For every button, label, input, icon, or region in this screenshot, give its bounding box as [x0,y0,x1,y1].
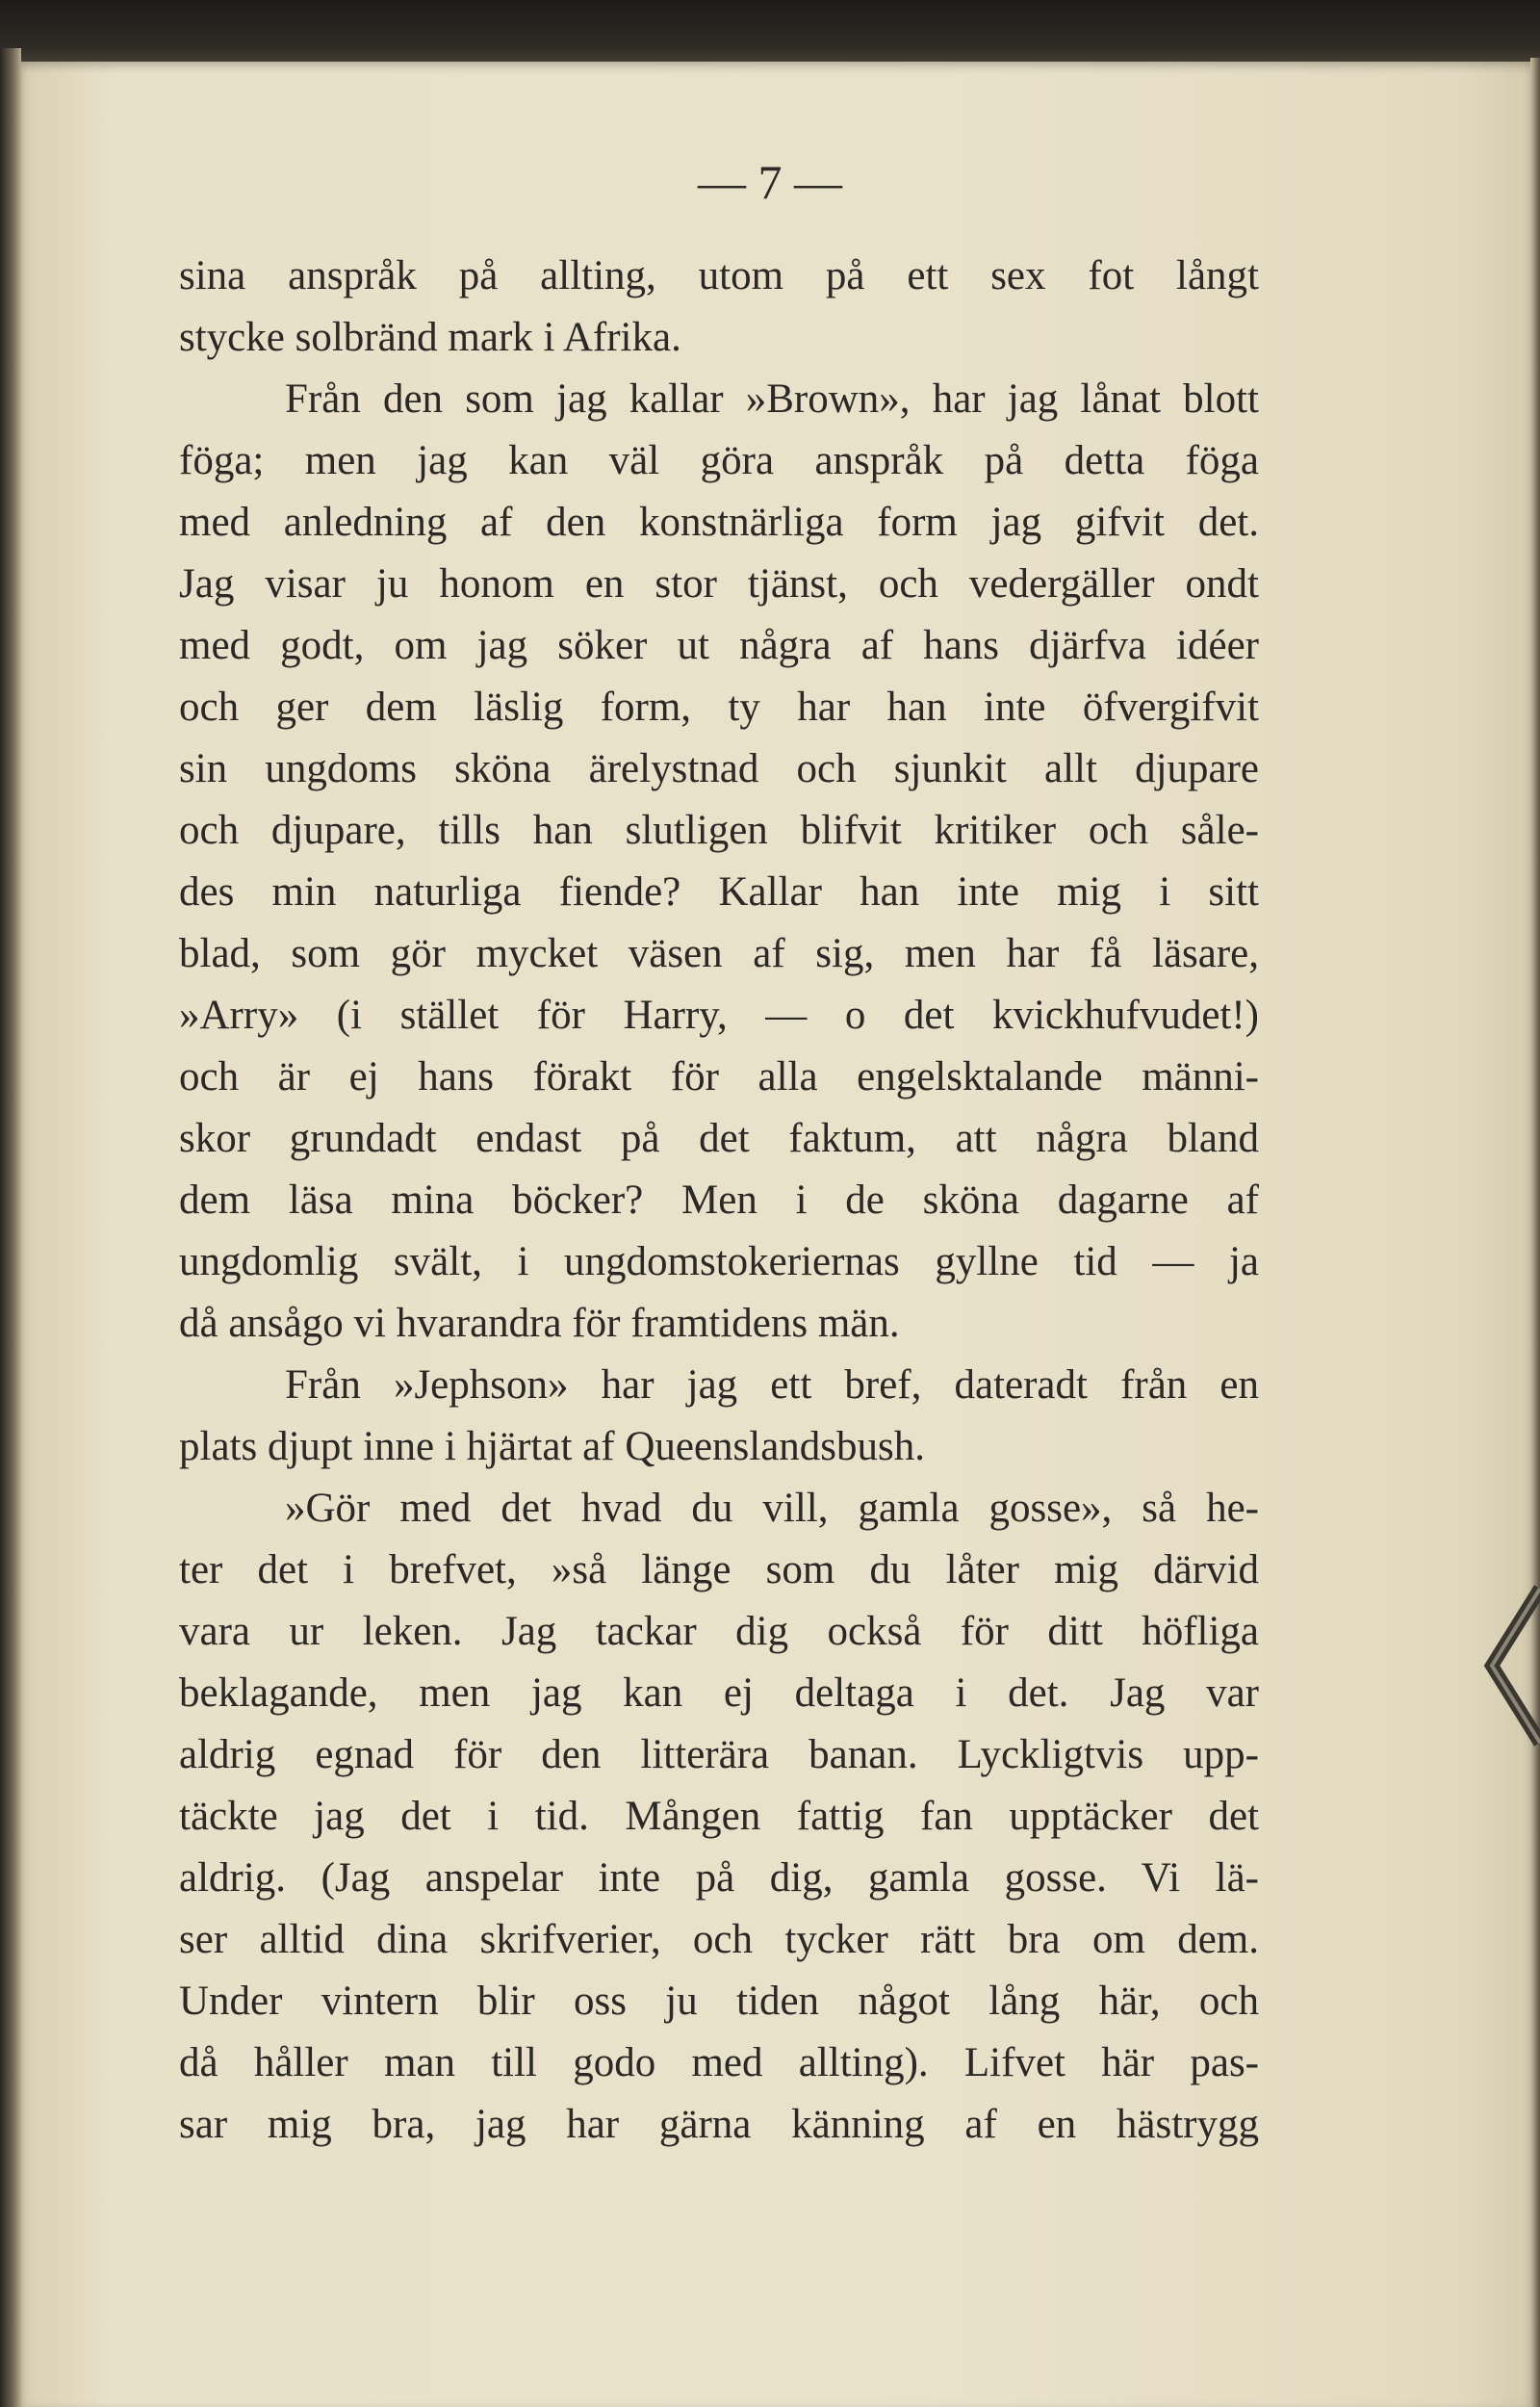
text-line: des min naturliga fiende? Kallar han inte mig i sitt [179,869,1259,915]
text-line: aldrig egnad för den litterära banan. Lyckligtvis upp- [179,1732,1259,1777]
text-line: och ger dem läslig form, ty har han inte öfvergifvit [179,685,1259,730]
book-spine-edge [0,48,21,2407]
text-line: plats djupt inne i hjärtat af Queenslandsbush. [179,1424,926,1469]
text-line: och djupare, tills han slutligen blifvit kritiker och såle- [179,808,1259,853]
text-line: dem läsa mina böcker? Men i de sköna dagarne af [179,1178,1259,1223]
text-line: »Arry» (i stället för Harry, — o det kvickhufvudet!) [179,993,1259,1038]
text-line: ter det i brefvet, »så länge som du låter mig därvid [179,1547,1259,1592]
text-line: stycke solbränd mark i Afrika. [179,315,681,360]
text-line: sina anspråk på allting, utom på ett sex fot långt [179,253,1259,298]
text-line: »Gör med det hvad du vill, gamla gosse», så he- [285,1486,1259,1531]
text-line: då håller man till godo med allting). Lifvet här pas- [179,2040,1259,2085]
text-line: ungdomlig svält, i ungdomstokeriernas gyllne tid — ja [179,1239,1259,1284]
text-line: Jag visar ju honom en stor tjänst, och vedergäller ondt [179,561,1259,607]
text-line: sar mig bra, jag har gärna känning af en hästrygg [179,2102,1259,2147]
text-line: med godt, om jag söker ut några af hans djärfva idéer [179,623,1259,668]
text-line: då ansågo vi hvarandra för framtidens män. [179,1301,900,1346]
text-line: med anledning af den konstnärliga form jag gifvit det. [179,500,1259,545]
text-line: sin ungdoms sköna ärelystnad och sjunkit allt djupare [179,746,1259,791]
page-number: — 7 — [698,155,842,209]
body-text [179,246,1259,2156]
text-line: blad, som gör mycket väsen af sig, men har få läsare, [179,931,1259,976]
text-line: Från den som jag kallar »Brown», har jag lånat blott [285,376,1259,422]
text-line: skor grundadt endast på det faktum, att några bland [179,1116,1259,1161]
scan-top-edge [0,0,1540,67]
text-line: täckte jag det i tid. Mången fattig fan upptäcker det [179,1794,1259,1839]
paper-clip-icon [1453,1579,1540,1762]
text-line: Från »Jephson» har jag ett bref, dateradt från en [285,1362,1259,1408]
text-line: och är ej hans förakt för alla engelsktalande männi- [179,1054,1259,1100]
text-line: föga; men jag kan väl göra anspråk på detta föga [179,438,1259,483]
text-line: ser alltid dina skrifverier, och tycker rätt bra om dem. [179,1917,1259,1962]
text-line: beklagande, men jag kan ej deltaga i det. Jag var [179,1670,1259,1716]
text-line: vara ur leken. Jag tackar dig också för ditt höfliga [179,1609,1259,1654]
text-line: aldrig. (Jag anspelar inte på dig, gamla gosse. Vi lä- [179,1855,1259,1901]
text-line: Under vintern blir oss ju tiden något lång här, och [179,1979,1259,2024]
page-right-edge [1530,58,1540,2407]
